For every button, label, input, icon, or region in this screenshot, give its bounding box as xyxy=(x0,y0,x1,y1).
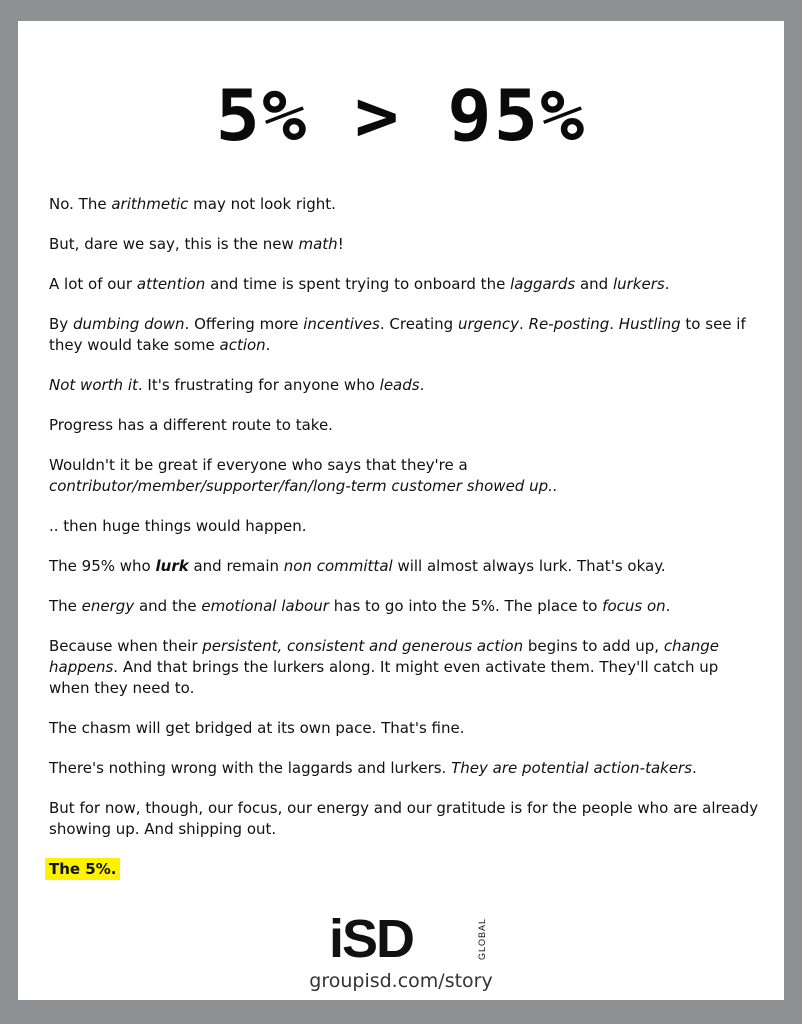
text: By xyxy=(49,315,73,333)
paragraph-12 xyxy=(49,718,761,739)
text: . Offering more xyxy=(184,315,304,333)
emphasis: math xyxy=(298,235,338,253)
text: . xyxy=(609,315,619,333)
emphasis: leads xyxy=(379,376,420,394)
text: may not look right. xyxy=(188,195,336,213)
emphasis: arithmetic xyxy=(111,195,189,213)
emphasis: urgency xyxy=(457,315,520,333)
emphasis: change happens xyxy=(49,637,720,676)
paragraph-7 xyxy=(49,455,761,497)
emphasis: energy xyxy=(81,597,135,615)
text: . xyxy=(665,597,671,615)
paragraph-6 xyxy=(49,415,761,436)
text: ! xyxy=(337,235,344,253)
text: and time is spent trying to onboard the xyxy=(205,275,511,293)
text: There's nothing wrong with the laggards and lurkers. xyxy=(49,759,452,777)
text: and xyxy=(575,275,613,293)
text: . xyxy=(519,315,529,333)
text: and remain xyxy=(188,557,284,575)
paragraph-1 xyxy=(49,194,761,215)
text: But, dare we say, this is the new xyxy=(49,235,299,253)
logo-tag: GLOBAL xyxy=(477,918,487,961)
text: . xyxy=(265,336,271,354)
emphasis: lurkers xyxy=(612,275,665,293)
paragraph-15 xyxy=(49,859,761,880)
paragraph-13 xyxy=(49,758,761,779)
emphasis: emotional labour xyxy=(201,597,329,615)
paragraph-9 xyxy=(49,556,761,577)
text: But for now, though, our focus, our energy and our gratitude is for the people who are already showing up. And shipping out. xyxy=(49,799,759,838)
emphasis: contributor/member/supporter/fan/long-term customer showed up.. xyxy=(49,477,558,495)
text: A lot of our xyxy=(49,275,137,293)
emphasis: Re-posting xyxy=(528,315,610,333)
text: . xyxy=(664,275,670,293)
paragraph-14 xyxy=(49,798,761,840)
emphasis: focus on xyxy=(602,597,666,615)
paragraph-11 xyxy=(49,636,761,699)
paragraph-5 xyxy=(49,375,761,396)
emphasis: non committal xyxy=(283,557,393,575)
emphasis: Hustling xyxy=(618,315,681,333)
text: . And that brings the lurkers along. It might even activate them. They'll catch up when they need to. xyxy=(49,658,719,697)
text: . Creating xyxy=(379,315,458,333)
text: begins to add up, xyxy=(523,637,664,655)
text: .. then huge things would happen. xyxy=(49,517,307,535)
text: will almost always lurk. That's okay. xyxy=(392,557,666,575)
text: The xyxy=(49,597,82,615)
emphasis: dumbing down xyxy=(72,315,185,333)
text: has to go into the 5%. The place to xyxy=(328,597,603,615)
emphasis: They are potential action-takers xyxy=(451,759,693,777)
paragraph-4 xyxy=(49,314,761,356)
text: . xyxy=(692,759,697,777)
text: No. The xyxy=(49,195,112,213)
emphasis: attention xyxy=(136,275,206,293)
emphasis: action xyxy=(219,336,266,354)
text: to see if they would take some xyxy=(49,315,746,354)
paragraph-3 xyxy=(49,274,761,295)
emphasis: Not worth it xyxy=(49,376,138,394)
paragraph-8 xyxy=(49,516,761,537)
highlight-the-5-percent: The 5%. xyxy=(45,858,120,880)
article-body xyxy=(49,194,761,899)
footer-url: groupisd.com/story xyxy=(309,970,493,992)
text: . It's frustrating for anyone who xyxy=(137,376,380,394)
text: and the xyxy=(134,597,202,615)
text: Progress has a different route to take. xyxy=(49,416,333,434)
text: Wouldn't it be great if everyone who says that they're a xyxy=(49,456,468,474)
emphasis: incentives xyxy=(303,315,380,333)
isd-global-logo xyxy=(329,909,489,969)
paragraph-10 xyxy=(49,596,761,617)
emphasis: lurk xyxy=(155,557,189,575)
headline: 5% > 95% xyxy=(215,75,587,157)
emphasis: persistent, consistent and generous action xyxy=(202,637,524,655)
text: The 95% who xyxy=(49,557,156,575)
page xyxy=(18,21,784,1000)
paragraph-2 xyxy=(49,234,761,255)
text: Because when their xyxy=(49,637,203,655)
text: The chasm will get bridged at its own pace. That's fine. xyxy=(49,719,465,737)
text: . xyxy=(419,376,425,394)
emphasis: laggards xyxy=(510,275,576,293)
logo-wordmark: iSD xyxy=(329,909,414,969)
